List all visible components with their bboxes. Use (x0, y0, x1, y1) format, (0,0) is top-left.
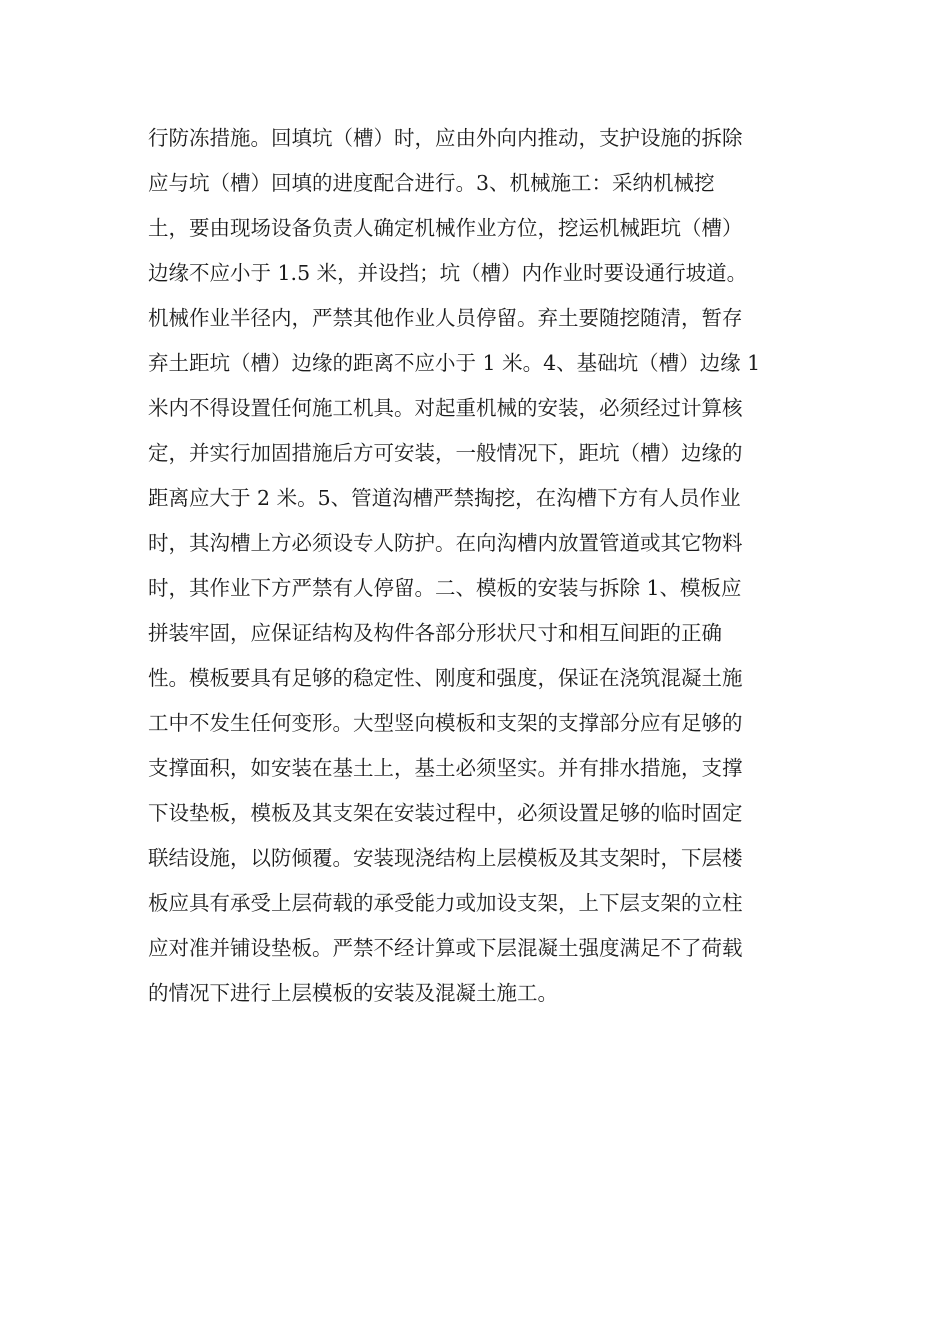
text-line: 性。模板要具有足够的稳定性、刚度和强度，保证在浇筑混凝土施 (148, 666, 743, 690)
text-line: 应与坑（槽）回填的进度配合进行。3、机械施工：采纳机械挖 (148, 171, 715, 195)
text-line: 下设垫板，模板及其支架在安装过程中，必须设置足够的临时固定 (148, 801, 743, 825)
text-line: 工中不发生任何变形。大型竖向模板和支架的支撑部分应有足够的 (148, 711, 743, 735)
text-line: 板应具有承受上层荷载的承受能力或加设支架，上下层支架的立柱 (148, 891, 743, 915)
text-line: 弃土距坑（槽）边缘的距离不应小于 1 米。4、基础坑（槽）边缘 1 (148, 351, 761, 375)
text-line: 行防冻措施。回填坑（槽）时，应由外向内推动，支护设施的拆除 (148, 126, 743, 150)
text-line: 定，并实行加固措施后方可安装，一般情况下，距坑（槽）边缘的 (148, 441, 743, 465)
text-line: 时，其沟槽上方必须设专人防护。在向沟槽内放置管道或其它物料 (148, 531, 743, 555)
body-text (148, 116, 808, 1016)
text-line: 拼装牢固，应保证结构及构件各部分形状尺寸和相互间距的正确 (148, 621, 722, 645)
text-line: 支撑面积，如安装在基土上，基土必须坚实。并有排水措施，支撑 (148, 756, 743, 780)
text-line: 联结设施，以防倾覆。安装现浇结构上层模板及其支架时，下层楼 (148, 846, 743, 870)
text-line: 机械作业半径内，严禁其他作业人员停留。弃土要随挖随清，暂存 (148, 306, 743, 330)
text-line: 土，要由现场设备负责人确定机械作业方位，挖运机械距坑（槽） (148, 216, 743, 240)
text-line: 的情况下进行上层模板的安装及混凝土施工。 (148, 981, 558, 1005)
text-line: 米内不得设置任何施工机具。对起重机械的安装，必须经过计算核 (148, 396, 743, 420)
text-line: 应对准并铺设垫板。严禁不经计算或下层混凝土强度满足不了荷载 (148, 936, 743, 960)
text-line: 距离应大于 2 米。5、管道沟槽严禁掏挖，在沟槽下方有人员作业 (148, 486, 741, 510)
text-line: 边缘不应小于 1.5 米，并设挡；坑（槽）内作业时要设通行坡道。 (148, 261, 748, 285)
text-line: 时，其作业下方严禁有人停留。二、模板的安装与拆除 1、模板应 (148, 576, 742, 600)
